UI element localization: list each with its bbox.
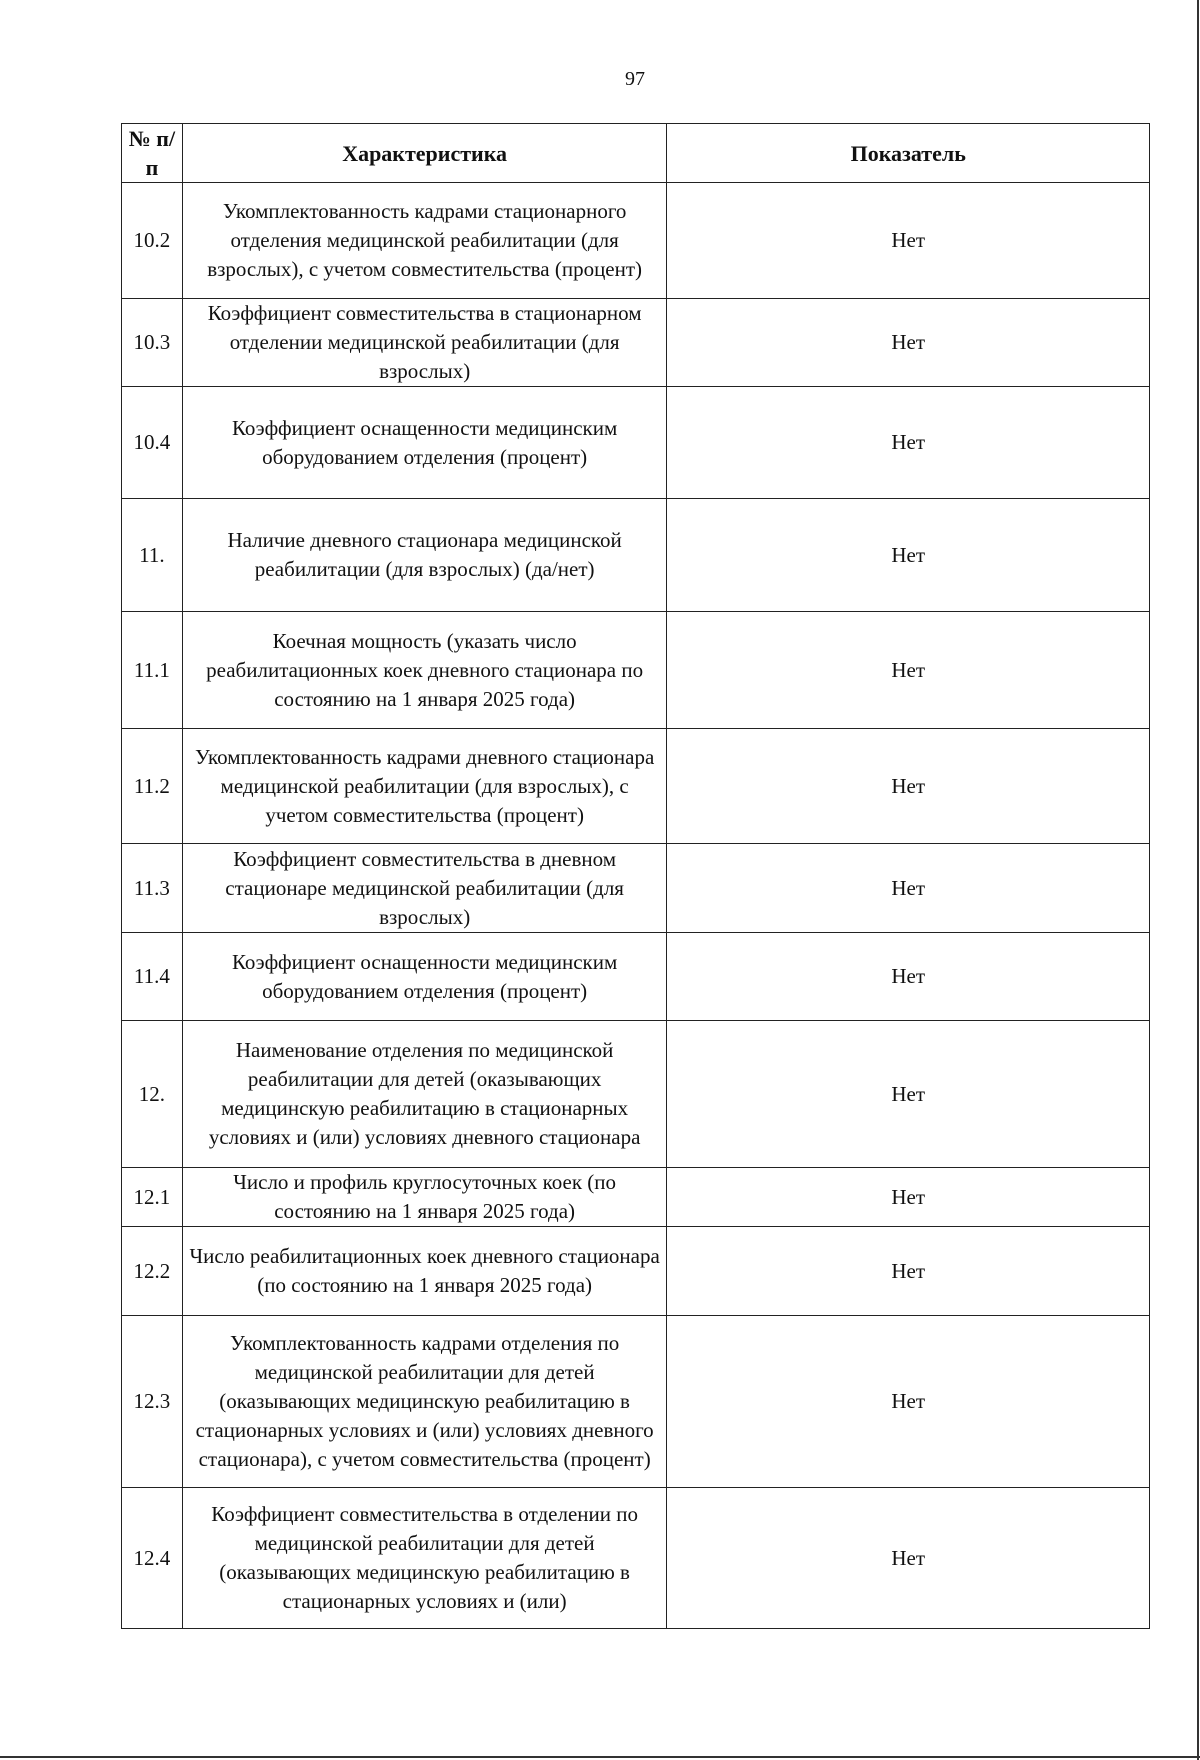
row-value: Нет xyxy=(667,1168,1150,1227)
table-row xyxy=(122,729,1150,844)
row-value: Нет xyxy=(667,933,1150,1021)
row-characteristic: Число реабилитационных коек дневного стационара (по состоянию на 1 января 2025 года) xyxy=(182,1227,667,1316)
row-characteristic: Укомплектованность кадрами отделения по медицинской реабилитации для детей (оказывающих медицинскую реабилитацию в стационарных условиях и (или) условиях дневного стационара), с учетом совместительства (процент) xyxy=(182,1316,667,1488)
table-header-row xyxy=(122,124,1150,183)
row-value: Нет xyxy=(667,844,1150,933)
row-characteristic: Укомплектованность кадрами дневного стационара медицинской реабилитации (для взрослых), с учетом совместительства (процент) xyxy=(182,729,667,844)
row-number: 11.1 xyxy=(122,612,183,729)
row-value: Нет xyxy=(667,299,1150,387)
row-characteristic: Наименование отделения по медицинской реабилитации для детей (оказывающих медицинскую реабилитацию в стационарных условиях и (или) условиях дневного стационара xyxy=(182,1021,667,1168)
row-characteristic: Коэффициент оснащенности медицинским оборудованием отделения (процент) xyxy=(182,933,667,1021)
row-characteristic: Укомплектованность кадрами стационарного отделения медицинской реабилитации (для взрослых), с учетом совместительства (процент) xyxy=(182,183,667,299)
row-characteristic: Коэффициент оснащенности медицинским оборудованием отделения (процент) xyxy=(182,387,667,499)
table-row xyxy=(122,1488,1150,1629)
row-characteristic: Коэффициент совместительства в дневном стационаре медицинской реабилитации (для взрослых) xyxy=(182,844,667,933)
row-value: Нет xyxy=(667,387,1150,499)
row-value: Нет xyxy=(667,1021,1150,1168)
table-row xyxy=(122,1168,1150,1227)
row-number: 10.2 xyxy=(122,183,183,299)
row-characteristic: Коэффициент совместительства в отделении по медицинской реабилитации для детей (оказывающих медицинскую реабилитацию в стационарных условиях и (или) xyxy=(182,1488,667,1629)
table-row xyxy=(122,387,1150,499)
row-number: 12.2 xyxy=(122,1227,183,1316)
row-value: Нет xyxy=(667,612,1150,729)
row-number: 12. xyxy=(122,1021,183,1168)
row-number: 10.3 xyxy=(122,299,183,387)
row-number: 10.4 xyxy=(122,387,183,499)
row-characteristic: Наличие дневного стационара медицинской реабилитации (для взрослых) (да/нет) xyxy=(182,499,667,612)
page-number: 97 xyxy=(625,68,645,90)
row-characteristic: Число и профиль круглосуточных коек (по состоянию на 1 января 2025 года) xyxy=(182,1168,667,1227)
table-row xyxy=(122,1316,1150,1488)
row-value: Нет xyxy=(667,183,1150,299)
page-edge-bottom xyxy=(0,1756,1200,1758)
row-characteristic: Коечная мощность (указать число реабилитационных коек дневного стационара по состоянию на 1 января 2025 года) xyxy=(182,612,667,729)
table-row xyxy=(122,844,1150,933)
row-value: Нет xyxy=(667,1488,1150,1629)
row-characteristic: Коэффициент совместительства в стационарном отделении медицинской реабилитации (для взрослых) xyxy=(182,299,667,387)
table-row xyxy=(122,933,1150,1021)
row-value: Нет xyxy=(667,1227,1150,1316)
row-value: Нет xyxy=(667,1316,1150,1488)
row-value: Нет xyxy=(667,729,1150,844)
header-number: № п/п xyxy=(122,124,183,183)
page-edge-right xyxy=(1197,0,1199,1760)
header-value: Показатель xyxy=(667,124,1150,183)
table-row xyxy=(122,299,1150,387)
row-number: 11.2 xyxy=(122,729,183,844)
table-row xyxy=(122,1021,1150,1168)
row-number: 11.4 xyxy=(122,933,183,1021)
table-row xyxy=(122,499,1150,612)
row-value: Нет xyxy=(667,499,1150,612)
row-number: 11. xyxy=(122,499,183,612)
row-number: 12.4 xyxy=(122,1488,183,1629)
table-row xyxy=(122,183,1150,299)
header-characteristic: Характеристика xyxy=(182,124,667,183)
row-number: 12.1 xyxy=(122,1168,183,1227)
table-row xyxy=(122,1227,1150,1316)
table-row xyxy=(122,612,1150,729)
characteristics-table xyxy=(121,123,1150,1629)
row-number: 11.3 xyxy=(122,844,183,933)
row-number: 12.3 xyxy=(122,1316,183,1488)
